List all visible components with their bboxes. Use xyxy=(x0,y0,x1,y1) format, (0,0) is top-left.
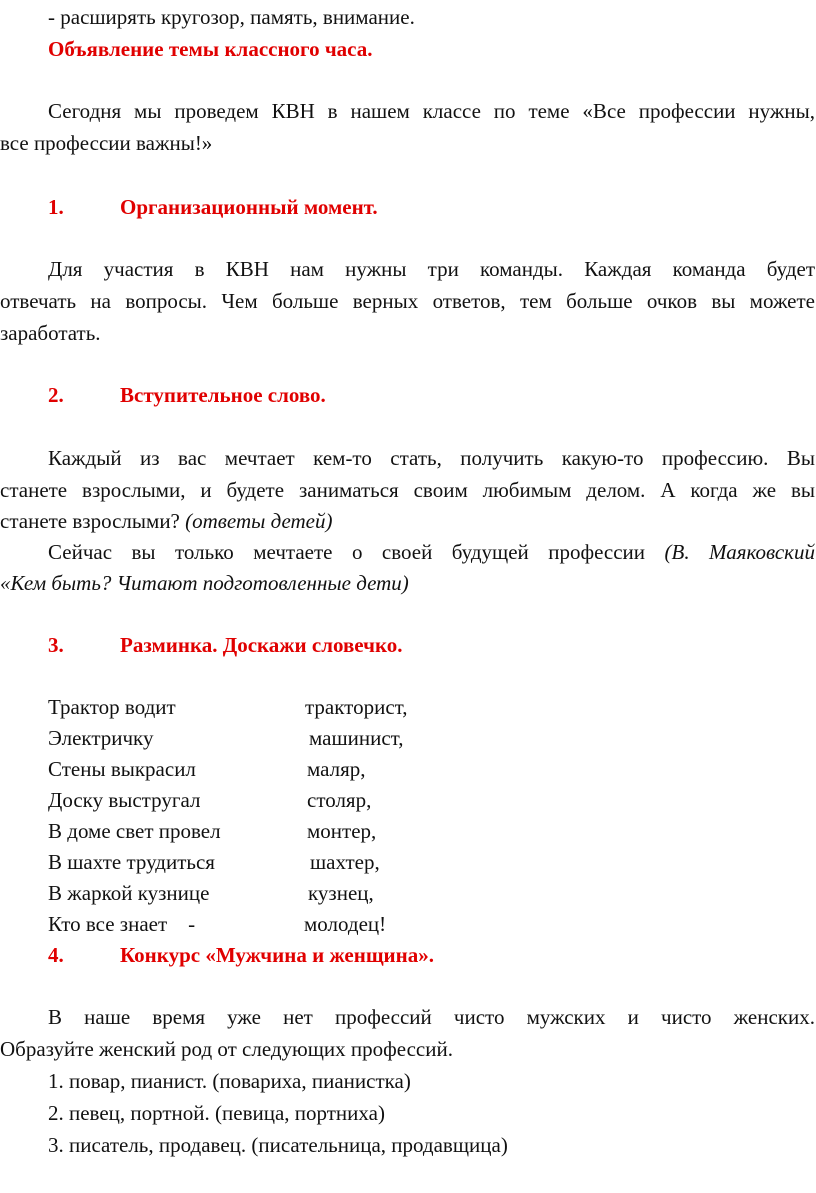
intro-line: - расширять кругозор, память, внимание. xyxy=(48,5,415,29)
intro-word-line-5: «Кем быть? Читают подготовленные дети) xyxy=(0,571,409,595)
section-1-number: 1. xyxy=(48,195,64,219)
warmup-clue: Доску выстругал xyxy=(48,788,201,812)
intro-word-line-4 xyxy=(0,539,815,565)
org-paragraph-line-1: Для участия в КВН нам нужны три команды. Каждая команда будет xyxy=(48,257,815,281)
warmup-clue: В шахте трудиться xyxy=(48,850,215,874)
topic-paragraph-line-1: Сегодня мы проведем КВН в нашем классе по теме «Все профессии нужны, xyxy=(48,99,815,123)
section-3-title: Разминка. Доскажи словечко. xyxy=(120,633,403,657)
warmup-clue: Электричку xyxy=(48,726,154,750)
intro-word-line-4-text: Сейчас вы только мечтаете о своей будущей профессии xyxy=(48,540,665,564)
section-3-number: 3. xyxy=(48,633,64,657)
intro-word-line-3 xyxy=(0,508,332,534)
intro-word-line-1: Каждый из вас мечтает кем-то стать, получить какую-то профессию. Вы xyxy=(48,446,815,470)
warmup-answer: монтер, xyxy=(307,819,377,843)
warmup-answer: молодец! xyxy=(304,912,387,936)
warmup-clue: В жаркой кузнице xyxy=(48,881,210,905)
contest-item: 1. повар, пианист. (повариха, пианистка) xyxy=(48,1069,411,1093)
contest-item: 3. писатель, продавец. (писательница, продавщица) xyxy=(48,1133,508,1157)
warmup-answer: кузнец, xyxy=(308,881,374,905)
section-2-title: Вступительное слово. xyxy=(120,383,326,407)
answers-note: (ответы детей) xyxy=(185,509,333,533)
mayakovsky-note: (В. Маяковский xyxy=(664,540,815,564)
warmup-answer: столяр, xyxy=(307,788,372,812)
contest-item: 2. певец, портной. (певица, портниха) xyxy=(48,1101,385,1125)
section-1-title: Организационный момент. xyxy=(120,195,378,219)
warmup-answer: машинист, xyxy=(309,726,404,750)
section-2-number: 2. xyxy=(48,383,64,407)
topic-paragraph-line-2: все профессии важны!» xyxy=(0,131,213,155)
warmup-clue: Кто все знает - xyxy=(48,912,196,936)
intro-word-line-2: станете взрослыми, и будете заниматься своим любимым делом. А когда же вы xyxy=(0,478,815,502)
contest-line-2: Образуйте женский род от следующих профессий. xyxy=(0,1037,453,1061)
warmup-clue: В доме свет провел xyxy=(48,819,221,843)
warmup-answer: тракторист, xyxy=(305,695,408,719)
org-paragraph-line-2: отвечать на вопросы. Чем больше верных ответов, тем больше очков вы можете xyxy=(0,289,815,313)
section-4-number: 4. xyxy=(48,943,64,967)
warmup-clue: Стены выкрасил xyxy=(48,757,196,781)
org-paragraph-line-3: заработать. xyxy=(0,321,101,345)
contest-line-1: В наше время уже нет профессий чисто мужских и чисто женских. xyxy=(48,1005,815,1029)
heading-topic: Объявление темы классного часа. xyxy=(48,37,373,61)
section-4-title: Конкурс «Мужчина и женщина». xyxy=(120,943,434,967)
intro-word-line-3-text: станете взрослыми? xyxy=(0,509,186,533)
warmup-answer: шахтер, xyxy=(310,850,380,874)
warmup-clue: Трактор водит xyxy=(48,695,176,719)
warmup-answer: маляр, xyxy=(307,757,366,781)
